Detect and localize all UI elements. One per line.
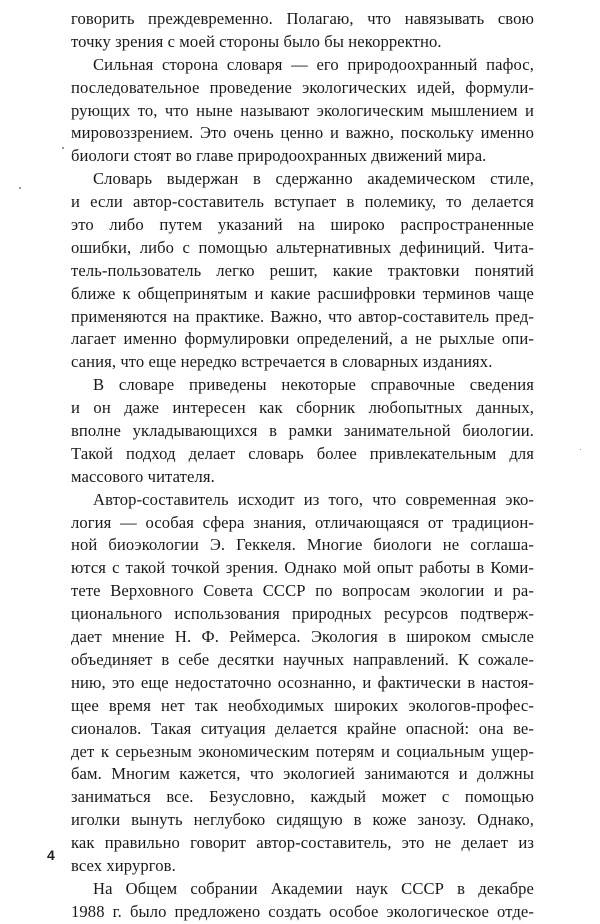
text-line: ближе к общепринятым и какие расшифровки терминов чаще [71,283,534,303]
text-line: ются с такой точкой зрения. Однако мой опыт работы в Коми- [71,558,534,578]
text-line: говорить преждевременно. Полагаю, что навязывать свою [71,9,534,28]
paragraph-first-line: В словаре приведены некоторые справочные сведения [93,375,534,395]
text-line: рующих то, что ныне называют экологическим мышлением и [71,100,534,120]
text-line: это либо путем указаний на широко распространенные [71,215,534,235]
text-line: ной биоэкологии Э. Геккеля. Многие биологи не соглаша- [71,535,534,555]
text-line: щее время нет так необходимых широких экологов-профес- [71,695,534,715]
text-line: мировоззрением. Это очень ценно и важно, поскольку именно [71,123,534,143]
text-line: массового читателя. [71,466,215,486]
text-line: лагает именно формулировки определений, а не рыхлые опи- [71,329,534,349]
text-line: нию, это еще недостаточно осознанно, и фактически в настоя- [71,672,534,692]
text-line: Такой подход делает словарь более привлекательным для [71,443,534,463]
text-line: бам. Многим кажется, что экологией занимаются и должны [71,764,534,784]
text-line: 1988 г. было предложено создать особое экологическое отде- [71,901,534,921]
text-line: последовательное проведение экологических идей, формули- [71,77,534,97]
text-line: сионалов. Такая ситуация делается крайне опасной: она ве- [71,718,534,738]
text-line: ционального использования природных ресурсов подтверж- [71,604,534,624]
text-line: ошибки, либо с помощью альтернативных дефиниций. Чита- [71,237,534,257]
text-line: дет к серьезным экономическим потерям и социальным ущер- [71,741,534,761]
scan-speck [19,187,21,189]
text-line: сания, что еще нередко встречается в словарных изданиях. [71,352,493,372]
paragraph-first-line: Сильная сторона словаря — его природоохранный пафос, [93,54,534,74]
text-line: и если автор-составитель вступает в полемику, то делается [71,192,534,212]
scan-speck [580,449,581,450]
page-number: 4 [47,847,55,863]
scan-speck [62,147,64,149]
paragraph-first-line: Словарь выдержан в сдержанно академическом стиле, [93,169,534,189]
text-line: дает мнение Н. Ф. Реймерса. Экология в широком смысле [71,627,534,647]
page-body [71,8,534,924]
text-line: биологи стоят во главе природоохранных движений мира. [71,146,487,166]
text-line: заниматься все. Безусловно, каждый может с помощью [71,787,534,807]
text-line: иголки вынуть неглубоко сидящую в коже занозу. Однако, [71,810,534,830]
text-line: объединяет в себе десятки научных направлений. К сожале- [71,649,534,669]
text-line: и он даже интересен как сборник любопытных данных, [71,398,534,418]
paragraph-first-line: На Общем собрании Академии наук СССР в декабре [93,878,534,898]
text-line: тель-пользователь легко решит, какие трактовки понятий [71,260,534,280]
text-line: тете Верховного Совета СССР по вопросам экологии и ра- [71,581,534,601]
text-line: логия — особая сфера знания, отличающаяся от традицион- [71,512,534,532]
text-line: вполне укладывающихся в рамки занимательной биологии. [71,421,534,441]
text-line: всех хирургов. [71,855,176,875]
paragraph-first-line: Автор-составитель исходит из того, что современная эко- [93,489,534,509]
text-line: применяются на практике. Важно, что автор-составитель пред- [71,306,534,326]
text-line: как правильно говорит автор-составитель, это не делает из [71,833,534,853]
text-line: точку зрения с моей стороны было бы некорректно. [71,31,442,51]
